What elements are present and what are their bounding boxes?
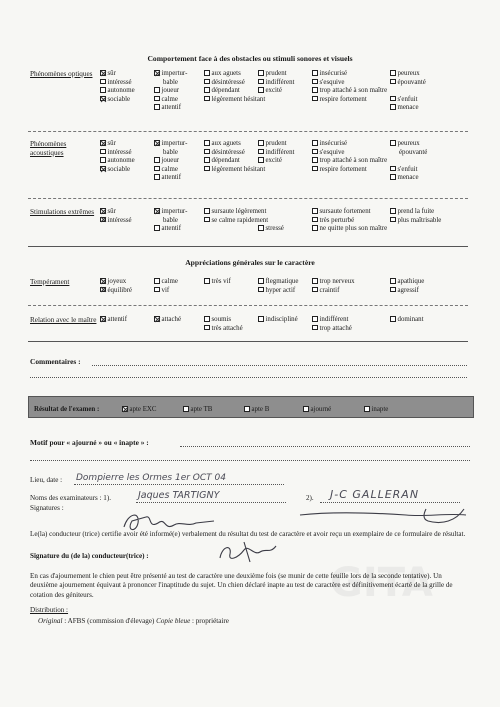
- result-option-label: apte TB: [190, 406, 213, 413]
- examiner-2-signature: [296, 503, 476, 527]
- option-label: agressif: [397, 286, 419, 294]
- title-behaviour: Comportement face à des obstacles ou stimuli sonores et visuels: [147, 54, 353, 63]
- option-label: craintif: [319, 286, 340, 294]
- option-label: très attaché: [211, 324, 243, 332]
- checkbox[interactable]: [312, 70, 318, 76]
- motif-label: Motif pour « ajourné » ou « inapte » :: [30, 438, 149, 447]
- option-label: intéressé: [107, 78, 132, 86]
- checkbox[interactable]: [100, 149, 106, 155]
- option-optiques[interactable]: [204, 96, 265, 105]
- option-label: légèrement hésitant: [211, 95, 266, 103]
- option-label: indiscipliné: [265, 316, 298, 323]
- checkbox[interactable]: [204, 79, 210, 85]
- examiner-1-name[interactable]: Jaques TARTIGNY: [138, 490, 220, 501]
- checkbox[interactable]: [100, 166, 106, 172]
- checkbox[interactable]: [204, 166, 210, 172]
- checkbox[interactable]: [364, 406, 370, 412]
- option-optiques[interactable]: [100, 96, 130, 105]
- checkbox[interactable]: [312, 225, 318, 231]
- option-acoustiques[interactable]: [312, 149, 344, 158]
- option-label: sociable: [107, 165, 131, 173]
- option-optiques[interactable]: [258, 79, 294, 88]
- checkbox[interactable]: [100, 140, 106, 146]
- examiner-2-name[interactable]: J-C GALLERAN: [330, 488, 420, 501]
- checkbox[interactable]: [204, 149, 210, 155]
- examiner-1-line: [136, 502, 286, 503]
- option-acoustiques[interactable]: [312, 166, 367, 175]
- option-optiques[interactable]: [390, 70, 420, 79]
- checkbox[interactable]: [100, 208, 106, 214]
- result-option-label: apte EXC: [129, 406, 157, 413]
- option-label: impertur-: [161, 208, 188, 215]
- option-label: autonome: [107, 157, 135, 165]
- option-optiques[interactable]: [390, 79, 426, 88]
- checkbox[interactable]: [390, 70, 396, 76]
- option-label: indifférent: [265, 148, 295, 156]
- option-optiques[interactable]: [390, 104, 419, 113]
- option-label: se calme rapidement: [211, 216, 269, 224]
- conductor-text: Le(la) conducteur (trice) certifie avoir été informé(e) verbalement du résultat du test de caractère et avoir reçu un exemplaire de ce formulaire de résultat.: [30, 530, 466, 538]
- checkbox[interactable]: [204, 316, 210, 322]
- option-label: prudent: [265, 140, 287, 147]
- option-label: très perturbé: [319, 216, 355, 224]
- option-optiques[interactable]: [390, 96, 418, 105]
- option-acoustiques[interactable]: [100, 140, 116, 149]
- checkbox[interactable]: [154, 87, 160, 93]
- checkbox[interactable]: [312, 157, 318, 163]
- original-label: Original: [38, 617, 63, 625]
- examiner-2-prefix: 2).: [306, 494, 314, 502]
- option-label: attentif: [161, 104, 182, 112]
- result-label: Résultat de l'examen :: [34, 406, 100, 413]
- option-acoustiques[interactable]: [312, 157, 387, 166]
- checkbox[interactable]: [154, 287, 160, 293]
- option-label: dépendant: [211, 157, 240, 165]
- checkbox[interactable]: [154, 225, 160, 231]
- result-option-label: inapte: [371, 406, 389, 413]
- option-label: menace: [397, 104, 419, 112]
- option-label: prend la fuite: [397, 208, 435, 215]
- option-temperament[interactable]: [204, 278, 231, 287]
- result-option-label: apte B: [251, 406, 270, 413]
- comments-line[interactable]: [30, 377, 467, 378]
- motif-line[interactable]: [180, 446, 470, 447]
- option-label: indifférent: [265, 78, 295, 86]
- option-optiques[interactable]: [312, 96, 367, 105]
- checkbox[interactable]: [312, 96, 318, 102]
- option-optiques[interactable]: [154, 104, 181, 113]
- conductor-signature-label: Signature du (de la) conducteur(trice) :: [30, 552, 149, 560]
- option-label: bable: [163, 148, 178, 156]
- option-optiques: [154, 79, 178, 88]
- option-optiques[interactable]: [154, 87, 179, 96]
- option-optiques[interactable]: [100, 79, 132, 88]
- option-extremes[interactable]: [100, 208, 116, 217]
- option-temperament[interactable]: [312, 287, 339, 296]
- option-label: indifférent: [319, 316, 349, 323]
- option-optiques[interactable]: [100, 87, 135, 96]
- option-label: dominant: [397, 316, 424, 323]
- checkbox[interactable]: [312, 287, 318, 293]
- checkbox[interactable]: [154, 174, 160, 180]
- original-value: : AFBS (commission d'élevage): [64, 617, 155, 625]
- option-relation[interactable]: [312, 325, 352, 334]
- option-acoustiques[interactable]: [204, 157, 240, 166]
- checkbox[interactable]: [154, 316, 160, 322]
- checkbox[interactable]: [154, 166, 160, 172]
- option-label: hyper actif: [265, 286, 296, 294]
- option-label: aux aguets: [211, 140, 241, 147]
- checkbox[interactable]: [258, 157, 264, 163]
- checkbox[interactable]: [204, 278, 210, 284]
- checkbox[interactable]: [183, 406, 189, 412]
- option-relation[interactable]: [312, 316, 348, 325]
- option-relation[interactable]: [204, 325, 243, 334]
- result-option-label: ajourné: [310, 406, 332, 413]
- option-temperament[interactable]: [390, 278, 424, 287]
- checkbox[interactable]: [204, 70, 210, 76]
- checkbox[interactable]: [100, 96, 106, 102]
- checkbox[interactable]: [390, 316, 396, 322]
- option-label: sûr: [107, 208, 116, 215]
- option-label: peureux: [397, 140, 420, 147]
- option-label: prudent: [265, 70, 287, 77]
- option-label: épouvanté: [399, 148, 428, 156]
- checkbox[interactable]: [154, 208, 160, 214]
- separator: [28, 131, 468, 132]
- option-acoustiques[interactable]: [100, 157, 135, 166]
- section-rule: [28, 246, 468, 247]
- option-label: s'esquive: [319, 78, 345, 86]
- option-label: trop attaché à son maître: [319, 87, 388, 95]
- option-temperament[interactable]: [258, 287, 295, 296]
- checkbox[interactable]: [154, 96, 160, 102]
- checkbox[interactable]: [390, 208, 396, 214]
- checkbox[interactable]: [154, 104, 160, 110]
- option-label: impertur-: [161, 140, 188, 147]
- option-label: bable: [163, 78, 178, 86]
- option-relation[interactable]: [100, 316, 127, 325]
- option-label: sursaute légèrement: [211, 208, 267, 215]
- option-extremes[interactable]: [312, 225, 387, 234]
- option-extremes[interactable]: [312, 208, 371, 217]
- option-temperament[interactable]: [100, 287, 132, 296]
- option-optiques[interactable]: [204, 79, 245, 88]
- option-acoustiques[interactable]: [312, 140, 347, 149]
- checkbox[interactable]: [390, 287, 396, 293]
- checkbox[interactable]: [100, 278, 106, 284]
- option-label: épouvanté: [397, 78, 426, 86]
- section-label-relation: Relation avec le maître: [30, 316, 97, 324]
- checkbox[interactable]: [258, 87, 264, 93]
- checkbox[interactable]: [312, 149, 318, 155]
- option-temperament[interactable]: [154, 287, 169, 296]
- checkbox[interactable]: [390, 104, 396, 110]
- option-extremes[interactable]: [154, 225, 181, 234]
- option-label: s'esquive: [319, 148, 345, 156]
- option-acoustiques[interactable]: [154, 140, 187, 149]
- option-label: intéressé: [107, 216, 132, 224]
- option-label: très vif: [211, 278, 231, 285]
- option-relation[interactable]: [390, 316, 424, 325]
- option-label: bable: [163, 216, 178, 224]
- result-option[interactable]: [303, 406, 331, 413]
- checkbox[interactable]: [258, 316, 264, 322]
- checkbox[interactable]: [154, 140, 160, 146]
- option-acoustiques[interactable]: [100, 166, 130, 175]
- option-relation[interactable]: [258, 316, 298, 325]
- result-option[interactable]: [364, 406, 388, 413]
- option-optiques[interactable]: [204, 70, 241, 79]
- option-label: attaché: [161, 316, 182, 323]
- checkbox[interactable]: [100, 316, 106, 322]
- option-label: menace: [397, 174, 419, 182]
- option-label: calme: [161, 95, 178, 103]
- option-acoustiques[interactable]: [390, 166, 418, 175]
- checkbox[interactable]: [258, 149, 264, 155]
- lieu-line: [74, 484, 284, 485]
- copy-value: : propriétaire: [192, 617, 229, 625]
- conductor-signature: [214, 538, 284, 566]
- option-temperament[interactable]: [154, 278, 178, 287]
- lieu-value[interactable]: Dompierre les Ormes 1er OCT 04: [76, 473, 226, 483]
- checkbox[interactable]: [390, 217, 396, 223]
- option-label: attentif: [161, 225, 182, 233]
- option-extremes[interactable]: [204, 208, 266, 217]
- option-acoustiques[interactable]: [204, 140, 241, 149]
- separator: [28, 198, 468, 199]
- option-label: calme: [161, 165, 178, 173]
- lieu-label: Lieu, date :: [30, 476, 63, 484]
- checkbox[interactable]: [100, 157, 106, 163]
- option-optiques[interactable]: [154, 96, 178, 105]
- checkbox[interactable]: [312, 278, 318, 284]
- checkbox[interactable]: [100, 79, 106, 85]
- option-acoustiques[interactable]: [258, 149, 294, 158]
- section-label-optiques: Phénomènes optiques: [30, 70, 93, 78]
- checkbox[interactable]: [204, 208, 210, 214]
- option-label: respire fortement: [319, 165, 367, 173]
- checkbox[interactable]: [312, 87, 318, 93]
- option-label: plus maîtrisable: [397, 216, 442, 224]
- checkbox[interactable]: [390, 278, 396, 284]
- option-optiques[interactable]: [312, 79, 344, 88]
- checkbox[interactable]: [258, 70, 264, 76]
- option-label: dépendant: [211, 87, 240, 95]
- option-label: sûr: [107, 140, 116, 147]
- option-label: sociable: [107, 95, 131, 103]
- section-label-extremes: Stimulations extrêmes: [30, 208, 95, 216]
- option-extremes: [154, 217, 178, 226]
- option-extremes[interactable]: [390, 217, 441, 226]
- checkbox[interactable]: [312, 166, 318, 172]
- option-extremes[interactable]: [204, 217, 268, 226]
- option-label: impertur-: [161, 70, 188, 77]
- option-acoustiques[interactable]: [154, 174, 181, 183]
- option-label: excité: [265, 157, 282, 165]
- option-label: équilibré: [107, 286, 132, 294]
- checkbox[interactable]: [204, 140, 210, 146]
- checkbox[interactable]: [154, 157, 160, 163]
- option-label: intéressé: [107, 148, 132, 156]
- checkbox[interactable]: [100, 87, 106, 93]
- checkbox[interactable]: [312, 325, 318, 331]
- distribution-label: Distribution :: [30, 606, 69, 614]
- option-label: vif: [161, 286, 170, 294]
- option-relation[interactable]: [154, 316, 181, 325]
- option-acoustiques[interactable]: [154, 166, 178, 175]
- checkbox[interactable]: [312, 79, 318, 85]
- option-label: joueur: [161, 157, 180, 165]
- option-label: sursaute fortement: [319, 208, 371, 215]
- option-label: légèrement hésitant: [211, 165, 266, 173]
- separator: [28, 305, 468, 306]
- result-option[interactable]: [183, 406, 212, 413]
- option-label: calme: [161, 278, 178, 285]
- option-acoustiques[interactable]: [154, 157, 179, 166]
- result-option[interactable]: [122, 406, 156, 413]
- option-label: désintéressé: [211, 78, 245, 86]
- option-acoustiques[interactable]: [100, 149, 132, 158]
- checkbox[interactable]: [312, 316, 318, 322]
- section-label-acoustiques: Phénomènes acoustiques: [30, 140, 67, 157]
- checkbox[interactable]: [390, 79, 396, 85]
- checkbox[interactable]: [100, 287, 106, 293]
- result-option[interactable]: [244, 406, 269, 413]
- section-rule: [28, 341, 468, 342]
- option-relation[interactable]: [204, 316, 231, 325]
- option-label: apathique: [397, 278, 425, 285]
- option-label: respire fortement: [319, 95, 367, 103]
- option-extremes[interactable]: [154, 208, 187, 217]
- checkbox[interactable]: [204, 157, 210, 163]
- checkbox[interactable]: [154, 70, 160, 76]
- option-label: stressé: [265, 225, 284, 233]
- comments-line[interactable]: [92, 365, 467, 366]
- option-label: joueur: [161, 87, 180, 95]
- ajournement-text: En cas d'ajournement le chien peut être présenté au test de caractère une deuxième fois (se munir de cette feuille lors de la seconde tentative). Un deuxième ajournement équivaut à prononcer l'inaptitude du sujet. Un chien déclaré inapte au test de caractère est définitivement écarté de la grille de cotation des géniteurs.: [30, 572, 453, 599]
- checkbox[interactable]: [258, 225, 264, 231]
- option-acoustiques[interactable]: [258, 157, 282, 166]
- checkbox[interactable]: [312, 217, 318, 223]
- checkbox[interactable]: [204, 96, 210, 102]
- checkbox[interactable]: [258, 140, 264, 146]
- option-label: s'enfuit: [397, 165, 418, 173]
- option-temperament[interactable]: [312, 278, 355, 287]
- option-acoustiques[interactable]: [258, 140, 287, 149]
- option-optiques[interactable]: [312, 70, 347, 79]
- motif-line[interactable]: [30, 460, 470, 461]
- checkbox[interactable]: [390, 140, 396, 146]
- checkbox[interactable]: [122, 406, 128, 412]
- option-acoustiques[interactable]: [204, 166, 265, 175]
- checkbox[interactable]: [258, 278, 264, 284]
- signatures-label: Signatures :: [30, 504, 64, 512]
- checkbox[interactable]: [312, 140, 318, 146]
- option-label: trop attaché à son maître: [319, 157, 388, 165]
- section-label-temperament: Tempérament: [30, 278, 70, 286]
- checkbox[interactable]: [244, 406, 250, 412]
- option-acoustiques[interactable]: [390, 140, 420, 149]
- option-acoustiques[interactable]: [204, 149, 245, 158]
- checkbox[interactable]: [258, 287, 264, 293]
- option-extremes[interactable]: [390, 208, 434, 217]
- option-label: peureux: [397, 70, 420, 77]
- checkbox[interactable]: [154, 278, 160, 284]
- checkbox[interactable]: [390, 174, 396, 180]
- option-temperament[interactable]: [100, 278, 126, 287]
- option-optiques[interactable]: [100, 70, 116, 79]
- checkbox[interactable]: [100, 70, 106, 76]
- option-temperament[interactable]: [258, 278, 298, 287]
- option-optiques[interactable]: [154, 70, 187, 79]
- option-acoustiques: [154, 149, 178, 158]
- option-label: autonome: [107, 87, 135, 95]
- copy-label: Copie bleue: [156, 617, 191, 625]
- checkbox[interactable]: [204, 87, 210, 93]
- option-label: désintéressé: [211, 148, 245, 156]
- option-extremes[interactable]: [258, 225, 284, 234]
- option-extremes[interactable]: [100, 217, 132, 226]
- checkbox[interactable]: [258, 79, 264, 85]
- option-label: trop nerveux: [319, 278, 355, 285]
- option-label: joyeux: [107, 278, 127, 285]
- checkbox[interactable]: [204, 217, 210, 223]
- checkbox[interactable]: [390, 96, 396, 102]
- option-label: soumis: [211, 316, 232, 323]
- comments-label: Commentaires :: [30, 357, 81, 366]
- option-label: excité: [265, 87, 282, 95]
- option-label: attentif: [107, 316, 128, 323]
- option-extremes[interactable]: [312, 217, 354, 226]
- distribution-line: [38, 617, 229, 625]
- option-optiques[interactable]: [258, 70, 287, 79]
- option-label: s'enfuit: [397, 95, 418, 103]
- option-acoustiques: [390, 149, 427, 158]
- option-label: insécurisé: [319, 70, 348, 77]
- checkbox[interactable]: [204, 325, 210, 331]
- option-label: aux aguets: [211, 70, 241, 77]
- option-label: flegmatique: [265, 278, 299, 285]
- checkbox[interactable]: [312, 208, 318, 214]
- option-label: attentif: [161, 174, 182, 182]
- option-acoustiques[interactable]: [390, 174, 419, 183]
- examiners-label: Noms des examinateurs : 1).: [30, 494, 111, 502]
- option-optiques[interactable]: [258, 87, 282, 96]
- checkbox[interactable]: [100, 217, 106, 223]
- watermark: GITA: [330, 560, 433, 606]
- checkbox[interactable]: [390, 166, 396, 172]
- option-optiques[interactable]: [312, 87, 387, 96]
- title-general: Appréciations générales sur le caractère: [185, 258, 315, 267]
- option-label: ne quitte plus son maître: [319, 225, 388, 233]
- option-temperament[interactable]: [390, 287, 419, 296]
- option-optiques[interactable]: [204, 87, 240, 96]
- option-label: sûr: [107, 70, 116, 77]
- option-label: insécurisé: [319, 140, 348, 147]
- checkbox[interactable]: [303, 406, 309, 412]
- option-label: trop attaché: [319, 324, 352, 332]
